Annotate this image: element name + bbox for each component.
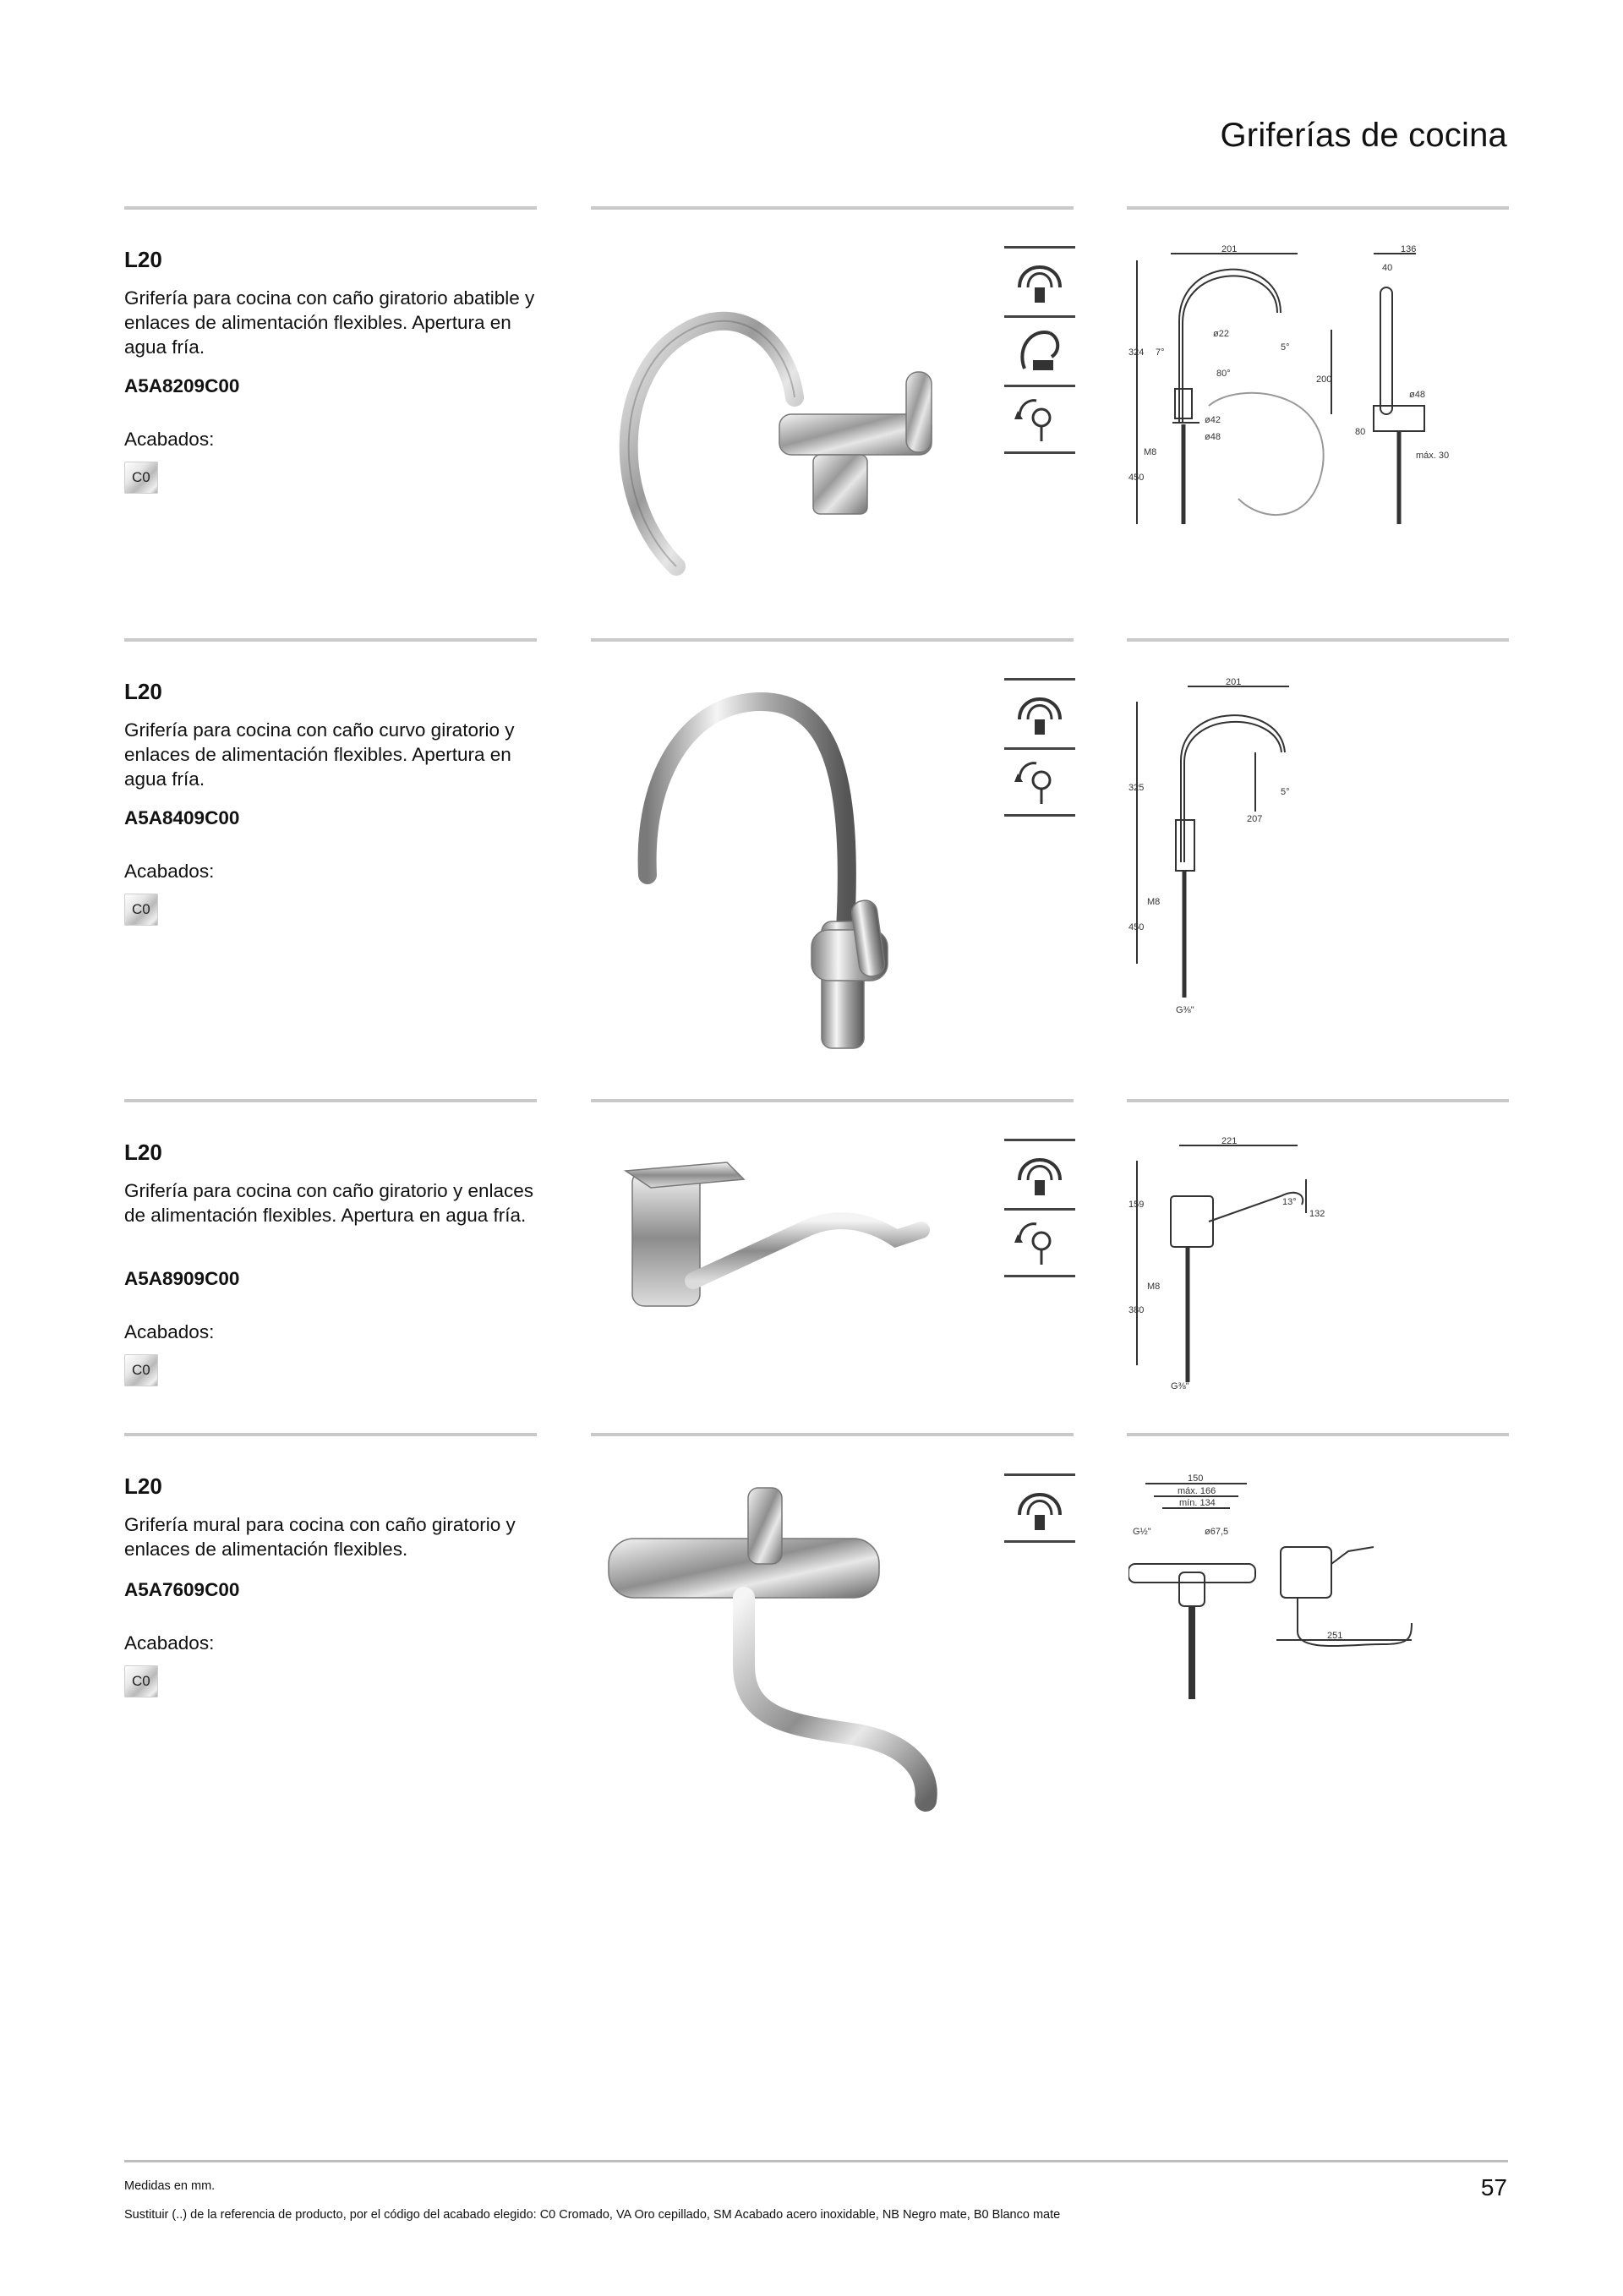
icon-box xyxy=(1004,747,1075,817)
dim-label: 5° xyxy=(1281,342,1290,353)
finish-swatch-chrome: C0 xyxy=(124,1354,158,1386)
dim-label: G½" xyxy=(1133,1527,1151,1537)
product-name: L20 xyxy=(124,1473,162,1499)
dim-label: ø22 xyxy=(1213,329,1229,339)
dim-label: 324 xyxy=(1128,347,1145,358)
dim-label: G⅜" xyxy=(1171,1381,1189,1391)
water-saving-icon xyxy=(1013,1146,1067,1205)
dim-label: 136 xyxy=(1401,245,1417,254)
section-divider xyxy=(591,1433,1074,1436)
section-divider xyxy=(591,206,1074,210)
dim-label: M8 xyxy=(1147,1282,1161,1292)
dim-label: 159 xyxy=(1128,1200,1145,1210)
feature-icons xyxy=(1004,1139,1075,1277)
lever-rotation-icon xyxy=(1013,392,1067,451)
section-divider xyxy=(1127,206,1509,210)
icon-box xyxy=(1004,315,1075,385)
icon-box xyxy=(1004,678,1075,747)
section-divider xyxy=(591,638,1074,642)
dim-label: 450 xyxy=(1128,922,1145,932)
dim-label: máx. 166 xyxy=(1178,1486,1216,1496)
product-reference: A5A8409C00 xyxy=(124,807,240,828)
technical-drawing xyxy=(1128,1471,1509,1725)
dim-label: ø48 xyxy=(1205,432,1221,442)
dim-label: mín. 134 xyxy=(1179,1498,1216,1508)
technical-drawing xyxy=(1128,1137,1509,1399)
water-saving-icon xyxy=(1013,254,1067,313)
dim-label: ø42 xyxy=(1205,415,1221,425)
footnote-units: Medidas en mm. xyxy=(124,2179,216,2193)
product-reference: A5A7609C00 xyxy=(124,1579,240,1600)
icon-box xyxy=(1004,1208,1075,1277)
section-divider xyxy=(1127,1433,1509,1436)
pull-down-spout-icon xyxy=(1013,323,1067,382)
product-name: L20 xyxy=(124,247,162,272)
dim-label: máx. 30 xyxy=(1416,451,1450,461)
dim-label: 201 xyxy=(1221,245,1238,254)
dim-label: 221 xyxy=(1221,1137,1238,1146)
product-description: Grifería para cocina con caño curvo giratorio y enlaces de alimentación flexibles. Apertura en agua fría. xyxy=(124,719,515,790)
dim-label: 5° xyxy=(1281,787,1290,797)
icon-box xyxy=(1004,1473,1075,1543)
dim-label: 80° xyxy=(1216,369,1231,379)
dim-label: 207 xyxy=(1247,814,1263,824)
section-divider xyxy=(1127,638,1509,642)
page-number: 57 xyxy=(1480,2174,1507,2200)
lever-rotation-icon xyxy=(1013,1216,1067,1275)
product-description: Grifería mural para cocina con caño giratorio y enlaces de alimentación flexibles. xyxy=(124,1514,516,1560)
product-reference: A5A8209C00 xyxy=(124,375,240,396)
water-saving-icon xyxy=(1013,1481,1067,1540)
dim-label: M8 xyxy=(1147,897,1161,907)
dim-label: 150 xyxy=(1188,1473,1204,1484)
dim-label: ø67,5 xyxy=(1205,1527,1229,1537)
finishes-label: Acabados: xyxy=(124,1632,215,1654)
page-title: Griferías de cocina xyxy=(1220,117,1507,154)
finishes-label: Acabados: xyxy=(124,1321,215,1342)
technical-drawing xyxy=(1128,245,1509,549)
section-divider xyxy=(124,206,537,210)
finishes-label: Acabados: xyxy=(124,429,215,450)
dim-label: 325 xyxy=(1128,783,1145,793)
section-divider xyxy=(124,638,537,642)
finish-swatch-chrome: C0 xyxy=(124,462,158,494)
finishes-label: Acabados: xyxy=(124,861,215,882)
dim-label: 200 xyxy=(1316,374,1332,385)
faucet-photo xyxy=(592,1137,972,1331)
lever-rotation-icon xyxy=(1013,755,1067,814)
section-divider xyxy=(124,1433,537,1436)
product-name: L20 xyxy=(124,1140,162,1165)
dim-label: 40 xyxy=(1382,263,1393,273)
dim-label: ø48 xyxy=(1409,390,1425,400)
icon-box xyxy=(1004,1139,1075,1208)
product-name: L20 xyxy=(124,679,162,704)
section-divider xyxy=(124,1099,537,1102)
finish-swatch-chrome: C0 xyxy=(124,1665,158,1697)
water-saving-icon xyxy=(1013,686,1067,745)
dim-label: G⅜" xyxy=(1176,1005,1194,1015)
dim-label: 251 xyxy=(1327,1631,1343,1641)
faucet-photo xyxy=(592,245,972,583)
dim-label: 201 xyxy=(1226,677,1242,687)
dim-label: 80 xyxy=(1355,427,1366,437)
dim-label: M8 xyxy=(1144,447,1157,457)
product-reference: A5A8909C00 xyxy=(124,1268,240,1289)
faucet-photo xyxy=(592,1471,972,1826)
section-divider xyxy=(1127,1099,1509,1102)
dim-label: 132 xyxy=(1309,1209,1325,1219)
dim-label: 7° xyxy=(1156,347,1165,358)
footer-divider xyxy=(124,2160,1508,2162)
feature-icons xyxy=(1004,1473,1075,1543)
icon-box xyxy=(1004,385,1075,454)
footnote-finishes: Sustituir (..) de la referencia de producto, por el código del acabado elegido: C0 Cromado, VA Oro cepillado, SM Acabado acero inoxidable, NB Negro mate, B0 Blanco mate xyxy=(124,2208,1061,2222)
dim-label: 450 xyxy=(1128,473,1145,483)
section-divider xyxy=(591,1099,1074,1102)
icon-box xyxy=(1004,246,1075,315)
product-description: Grifería para cocina con caño giratorio y enlaces de alimentación flexibles. Apertura en agua fría. xyxy=(124,1180,534,1226)
dim-label: 380 xyxy=(1128,1305,1145,1315)
finish-swatch-chrome: C0 xyxy=(124,894,158,926)
product-description: Grifería para cocina con caño giratorio abatible y enlaces de alimentación flexibles. Apertura en agua fría. xyxy=(124,287,535,358)
dim-label: 13° xyxy=(1282,1197,1297,1207)
feature-icons xyxy=(1004,678,1075,817)
faucet-photo xyxy=(592,676,972,1057)
feature-icons xyxy=(1004,246,1075,454)
technical-drawing xyxy=(1128,676,1509,1031)
